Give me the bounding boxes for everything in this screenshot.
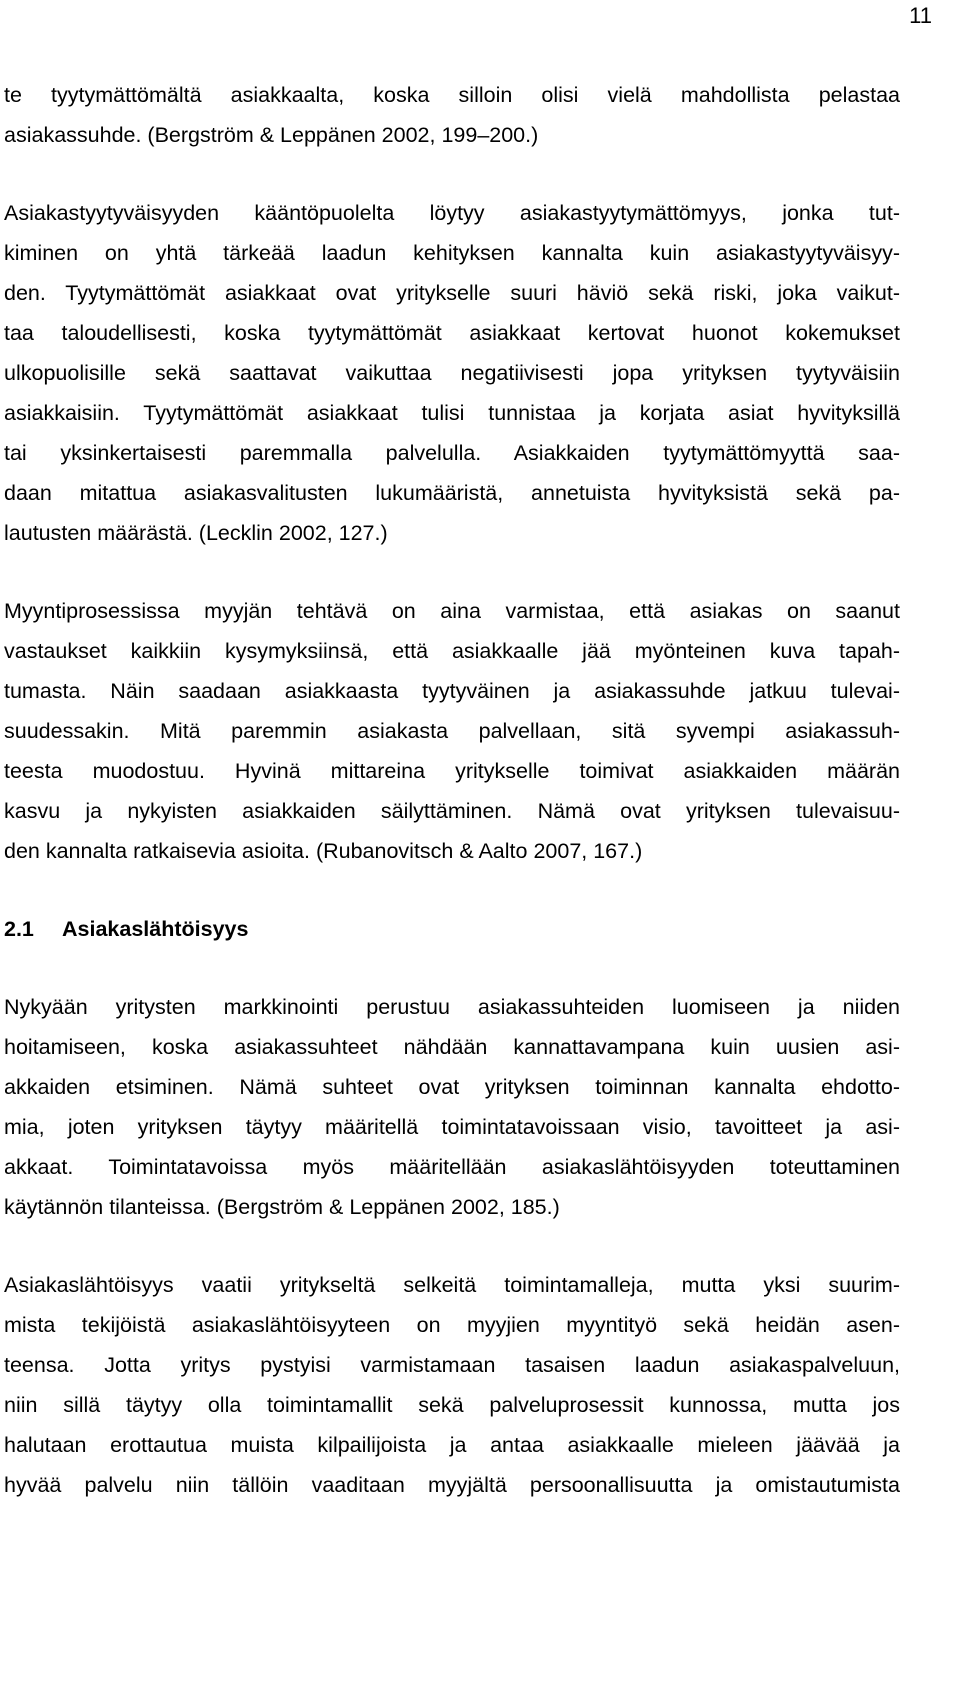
- text-line: kiminen on yhtä tärkeää laadun kehityksen kannalta kuin asiakastyytyväisyy-: [4, 241, 900, 265]
- text-line: Asiakaslähtöisyys vaatii yritykseltä selkeitä toimintamalleja, mutta yksi suurim-: [4, 1273, 900, 1297]
- text-line: daan mitattua asiakasvalitusten lukumääristä, annetuista hyvityksistä sekä pa-: [4, 481, 900, 505]
- text-line: Nykyään yritysten markkinointi perustuu asiakassuhteiden luomiseen ja niiden: [4, 995, 900, 1019]
- text-line: vastaukset kaikkiin kysymyksiinsä, että asiakkaalle jää myönteinen kuva tapah-: [4, 639, 900, 663]
- section-heading: [4, 909, 900, 949]
- page-number: 11: [909, 3, 932, 28]
- text-line: tumasta. Näin saadaan asiakkaasta tyytyväinen ja asiakassuhde jatkuu tulevai-: [4, 679, 900, 703]
- text-line: akkaiden etsiminen. Nämä suhteet ovat yrityksen toiminnan kannalta ehdotto-: [4, 1075, 900, 1099]
- paragraph-1: [4, 75, 900, 155]
- text-line: lautusten määrästä. (Lecklin 2002, 127.): [4, 521, 388, 545]
- section-number: 2.1: [4, 917, 34, 941]
- text-line: Myyntiprosessissa myyjän tehtävä on aina varmistaa, että asiakas on saanut: [4, 599, 900, 623]
- text-line: teensa. Jotta yritys pystyisi varmistamaan tasaisen laadun asiakaspalveluun,: [4, 1353, 900, 1377]
- text-line: akkaat. Toimintatavoissa myös määritellään asiakaslähtöisyyden toteuttaminen: [4, 1155, 900, 1179]
- paragraph-4: [4, 987, 900, 1227]
- paragraph-3: [4, 591, 900, 871]
- text-line: kasvu ja nykyisten asiakkaiden säilyttäminen. Nämä ovat yrityksen tulevaisuu-: [4, 799, 900, 823]
- text-line: asiakkaisiin. Tyytymättömät asiakkaat tulisi tunnistaa ja korjata asiat hyvityksillä: [4, 401, 900, 425]
- text-line: niin sillä täytyy olla toimintamallit sekä palveluprosessit kunnossa, mutta jos: [4, 1393, 900, 1417]
- text-line: käytännön tilanteissa. (Bergström & Leppänen 2002, 185.): [4, 1195, 560, 1219]
- text-line: te tyytymättömältä asiakkaalta, koska silloin olisi vielä mahdollista pelastaa: [4, 83, 900, 107]
- text-line: asiakassuhde. (Bergström & Leppänen 2002, 199–200.): [4, 123, 539, 147]
- text-line: mista tekijöistä asiakaslähtöisyyteen on myyjien myyntityö sekä heidän asen-: [4, 1313, 900, 1337]
- text-line: suudessakin. Mitä paremmin asiakasta palvellaan, sitä syvempi asiakassuh-: [4, 719, 900, 743]
- text-line: halutaan erottautua muista kilpailijoista ja antaa asiakkaalle mieleen jäävää ja: [4, 1433, 900, 1457]
- paragraph-2: [4, 193, 900, 553]
- text-line: ulkopuolisille sekä saattavat vaikuttaa negatiivisesti jopa yrityksen tyytyväisiin: [4, 361, 900, 385]
- text-line: mia, joten yrityksen täytyy määritellä toimintatavoissaan visio, tavoitteet ja asi-: [4, 1115, 900, 1139]
- text-line: hoitamiseen, koska asiakassuhteet nähdään kannattavampana kuin uusien asi-: [4, 1035, 900, 1059]
- text-line: den. Tyytymättömät asiakkaat ovat yritykselle suuri häviö sekä riski, joka vaikut-: [4, 281, 900, 305]
- paragraph-5: [4, 1265, 900, 1505]
- text-line: den kannalta ratkaisevia asioita. (Rubanovitsch & Aalto 2007, 167.): [4, 839, 643, 863]
- text-line: hyvää palvelu niin tällöin vaaditaan myyjältä persoonallisuutta ja omistautumista: [4, 1473, 900, 1497]
- document-body: [4, 75, 900, 1505]
- section-title: Asiakaslähtöisyys: [62, 917, 249, 941]
- text-line: Asiakastyytyväisyyden kääntöpuolelta löytyy asiakastyytymättömyys, jonka tut-: [4, 201, 900, 225]
- text-line: teesta muodostuu. Hyvinä mittareina yritykselle toimivat asiakkaiden määrän: [4, 759, 900, 783]
- text-line: tai yksinkertaisesti paremmalla palvelulla. Asiakkaiden tyytymättömyyttä saa-: [4, 441, 900, 465]
- text-line: taa taloudellisesti, koska tyytymättömät asiakkaat kertovat huonot kokemukset: [4, 321, 900, 345]
